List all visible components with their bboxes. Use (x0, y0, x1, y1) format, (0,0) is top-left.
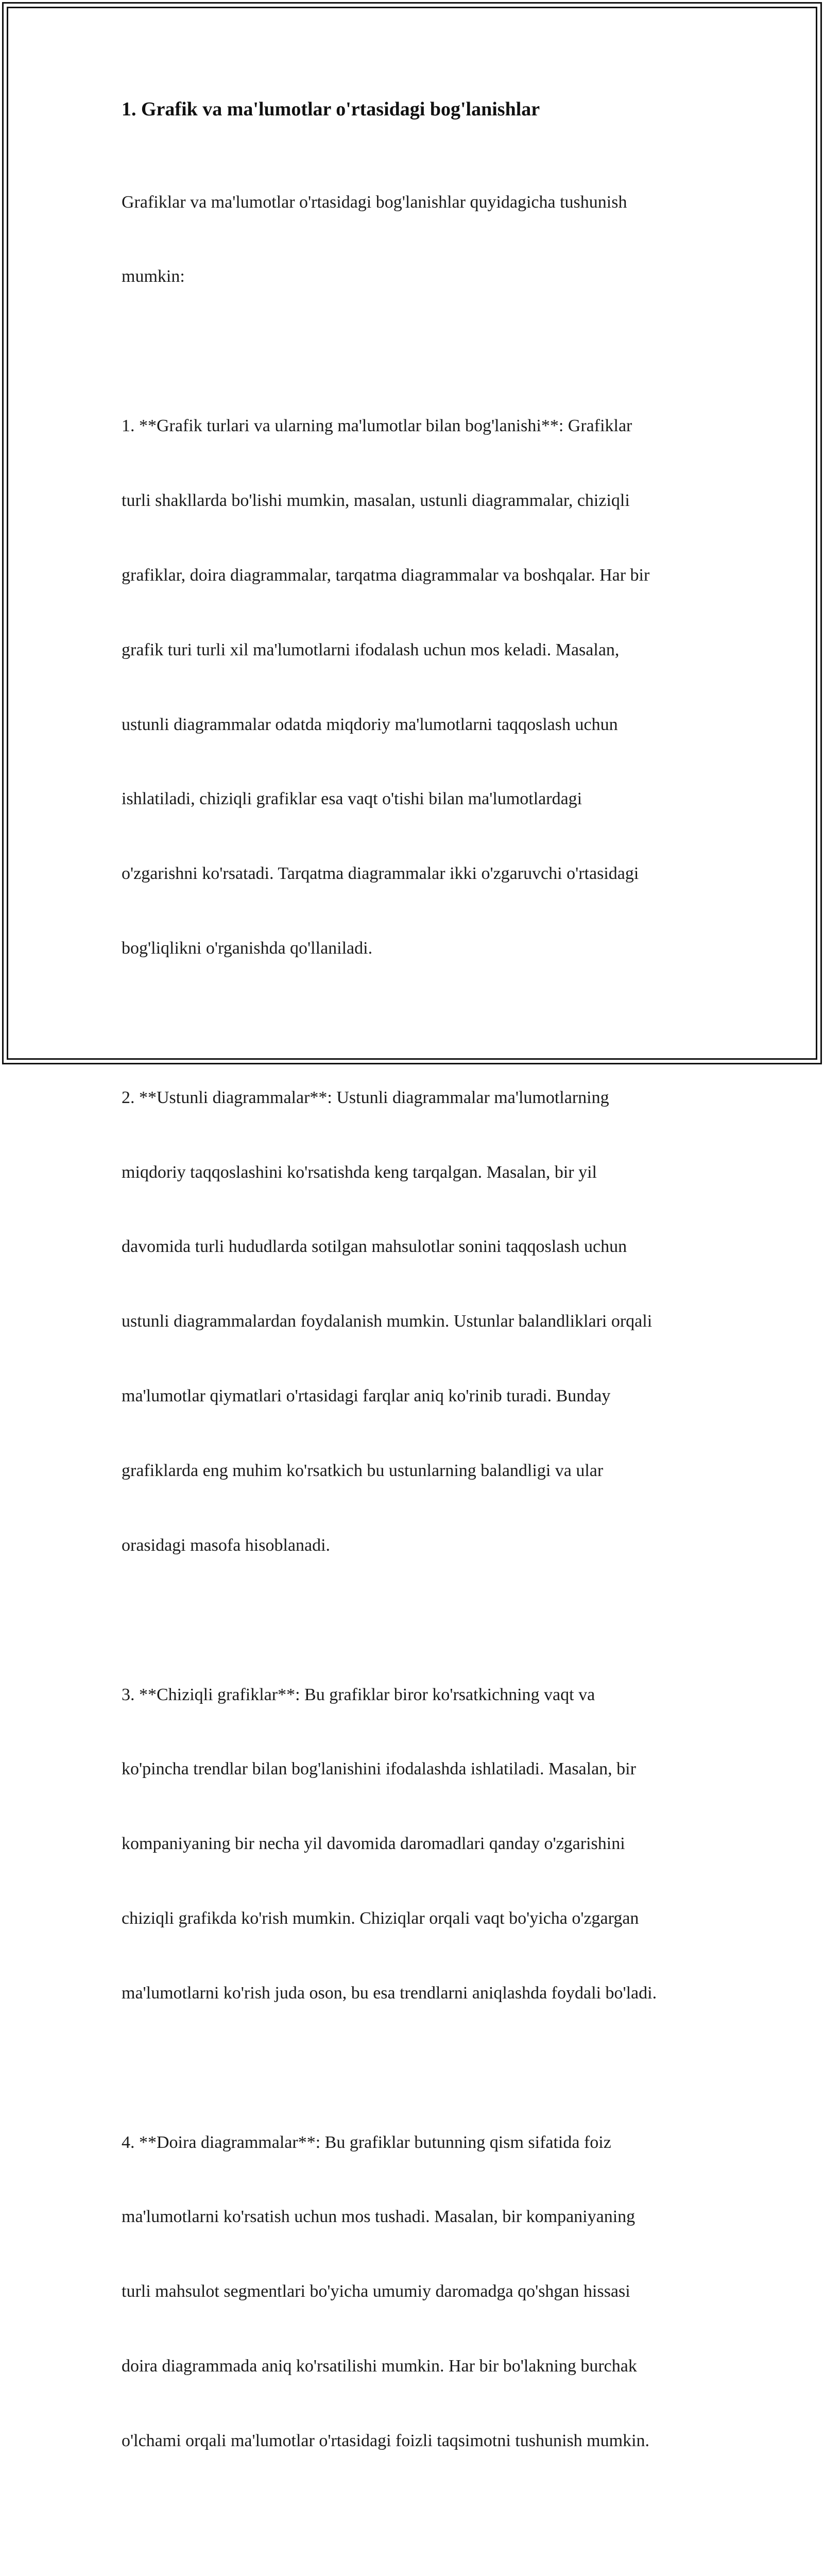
text-line: orasidagi masofa hisoblanadi. (122, 1536, 331, 1555)
text-line: ma'lumotlar qiymatlari o'rtasidagi farqlar aniq ko'rinib turadi. Bunday (122, 1386, 611, 1406)
text-line: davomida turli hududlarda sotilgan mahsulotlar sonini taqqoslash uchun (122, 1237, 627, 1257)
text-line: grafiklarda eng muhim ko'rsatkich bu ustunlarning balandligi va ular (122, 1461, 604, 1481)
text-line: ma'lumotlarni ko'rsatish uchun mos tushadi. Masalan, bir kompaniyaning (122, 2207, 636, 2227)
text-line: ustunli diagrammalardan foydalanish mumkin. Ustunlar balandliklari orqali (122, 1312, 653, 1331)
text-line: grafik turi turli xil ma'lumotlarni ifodalash uchun mos keladi. Masalan, (122, 640, 620, 659)
paragraph-pie-charts (122, 2080, 709, 2503)
text-line: ko'pincha trendlar bilan bog'lanishini ifodalashda ishlatiladi. Masalan, bir (122, 1759, 636, 1779)
text-line: grafiklar, doira diagrammalar, tarqatma diagrammalar va boshqalar. Har bir (122, 565, 650, 585)
text-line: ishlatiladi, chiziqli grafiklar esa vaqt o'tishi bilan ma'lumotlardagi (122, 789, 582, 809)
text-line: bog'liqlikni o'rganishda qo'llaniladi. (122, 939, 373, 958)
text-line: kompaniyaning bir necha yil davomida daromadlari qanday o'zgarishini (122, 1834, 625, 1854)
paragraph-scatter-charts (122, 2528, 709, 2576)
text-line: ma'lumotlarni ko'rish juda oson, bu esa trendlarni aniqlashda foydali bo'ladi. (122, 1984, 657, 2003)
document-title: 1. Grafik va ma'lumotlar o'rtasidagi bog'lanishlar (122, 98, 540, 120)
paragraph-line-charts (122, 1633, 709, 2056)
text-line: 2. **Ustunli diagrammalar**: Ustunli diagrammalar ma'lumotlarning (122, 1088, 609, 1107)
text-line: turli mahsulot segmentlari bo'yicha umumiy daromadga qo'shgan hissasi (122, 2282, 630, 2301)
text-line: o'lchami orqali ma'lumotlar o'rtasidagi foizli taqsimotni tushunish mumkin. (122, 2431, 650, 2451)
intro-paragraph (122, 140, 709, 339)
text-line: o'zgarishni ko'rsatadi. Tarqatma diagrammalar ikki o'zgaruvchi o'rtasidagi (122, 864, 639, 884)
paragraph-graph-types (122, 364, 709, 1011)
text-line: turli shakllarda bo'lishi mumkin, masalan, ustunli diagrammalar, chiziqli (122, 490, 630, 510)
text-line: doira diagrammada aniq ko'rsatilishi mumkin. Har bir bo'lakning burchak (122, 2357, 637, 2376)
text-line: mumkin: (122, 267, 185, 286)
text-line: Grafiklar va ma'lumotlar o'rtasidagi bog'lanishlar quyidagicha tushunish (122, 192, 627, 212)
text-line: 3. **Chiziqli grafiklar**: Bu grafiklar biror ko'rsatkichning vaqt va (122, 1685, 595, 1704)
text-line: 4. **Doira diagrammalar**: Bu grafiklar butunning qism sifatida foiz (122, 2132, 611, 2152)
text-line: 1. **Grafik turlari va ularning ma'lumotlar bilan bog'lanishi**: Grafiklar (122, 416, 632, 435)
text-line: miqdoriy taqqoslashini ko'rsatishda keng tarqalgan. Masalan, bir yil (122, 1162, 597, 1182)
document-body (122, 96, 709, 2576)
paragraph-bar-charts (122, 1036, 709, 1608)
text-line: ustunli diagrammalar odatda miqdoriy ma'lumotlarni taqqoslash uchun (122, 715, 618, 734)
text-line: chiziqli grafikda ko'rish mumkin. Chiziqlar orqali vaqt bo'yicha o'zgargan (122, 1909, 639, 1928)
